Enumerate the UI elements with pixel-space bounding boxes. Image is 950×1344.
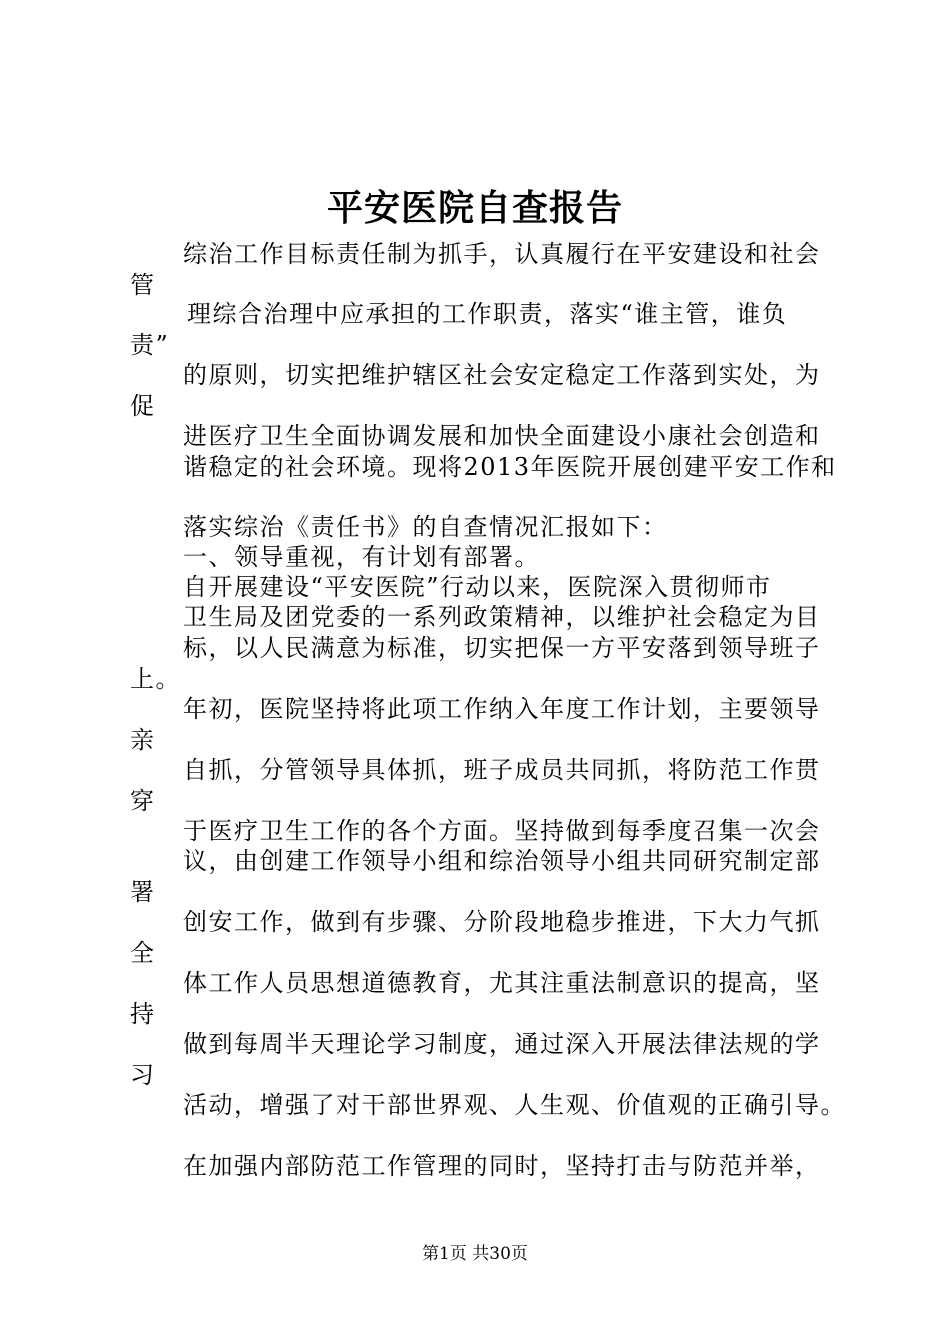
page-footer: 第1页 共30页 (422, 1244, 528, 1264)
body-line: 年初，医院坚持将此项工作纳入年度工作计划，主要领导 (183, 695, 821, 723)
body-line: 全 (130, 939, 156, 967)
body-line: 做到每周半天理论学习制度，通过深入开展法律法规的学 (183, 1030, 821, 1058)
body-line: 谐稳定的社会环境。现将2013年医院开展创建平安工作和 (183, 453, 837, 481)
body-line: 议，由创建工作领导小组和综治领导小组共同研究制定部 (183, 847, 821, 875)
body-line: 落实综治《责任书》的自查情况汇报如下： (183, 513, 668, 541)
body-line: 自开展建设“平安医院”行动以来，医院深入贯彻师市 (183, 573, 772, 601)
body-line: 责” (130, 331, 170, 359)
body-line: 标，以人民满意为标准，切实把保一方平安落到领导班子 (183, 634, 821, 662)
body-line: 活动，增强了对干部世界观、人生观、价值观的正确引导。 (183, 1091, 846, 1119)
body-line: 持 (130, 1000, 156, 1028)
body-line: 理综合治理中应承担的工作职责，落实“谁主管，谁负 (187, 300, 788, 328)
body-line: 穿 (130, 787, 156, 815)
body-line: 促 (130, 392, 156, 420)
document-title: 平安医院自查报告 (326, 187, 623, 229)
body-line: 进医疗卫生全面协调发展和加快全面建设小康社会创造和 (183, 422, 821, 450)
body-line: 自抓，分管领导具体抓，班子成员共同抓，将防范工作贯 (183, 756, 821, 784)
body-line: 于医疗卫生工作的各个方面。坚持做到每季度召集一次会 (183, 817, 821, 845)
body-line: 上。 (130, 665, 181, 693)
body-line: 体工作人员思想道德教育，尤其注重法制意识的提高，坚 (183, 969, 821, 997)
body-line: 在加强内部防范工作管理的同时，坚持打击与防范并举， (183, 1152, 821, 1180)
body-line: 管 (130, 271, 156, 299)
body-line: 习 (130, 1061, 156, 1089)
section-heading: 一、领导重视，有计划有部署。 (183, 543, 540, 571)
body-line: 亲 (130, 726, 156, 754)
body-line: 卫生局及团党委的一系列政策精神，以维护社会稳定为目 (183, 603, 821, 631)
body-line: 的原则，切实把维护辖区社会安定稳定工作落到实处，为 (183, 361, 821, 389)
body-line: 综治工作目标责任制为抓手，认真履行在平安建设和社会 (183, 240, 821, 268)
body-line: 署 (130, 878, 156, 906)
body-line: 创安工作，做到有步骤、分阶段地稳步推进，下大力气抓 (183, 908, 821, 936)
